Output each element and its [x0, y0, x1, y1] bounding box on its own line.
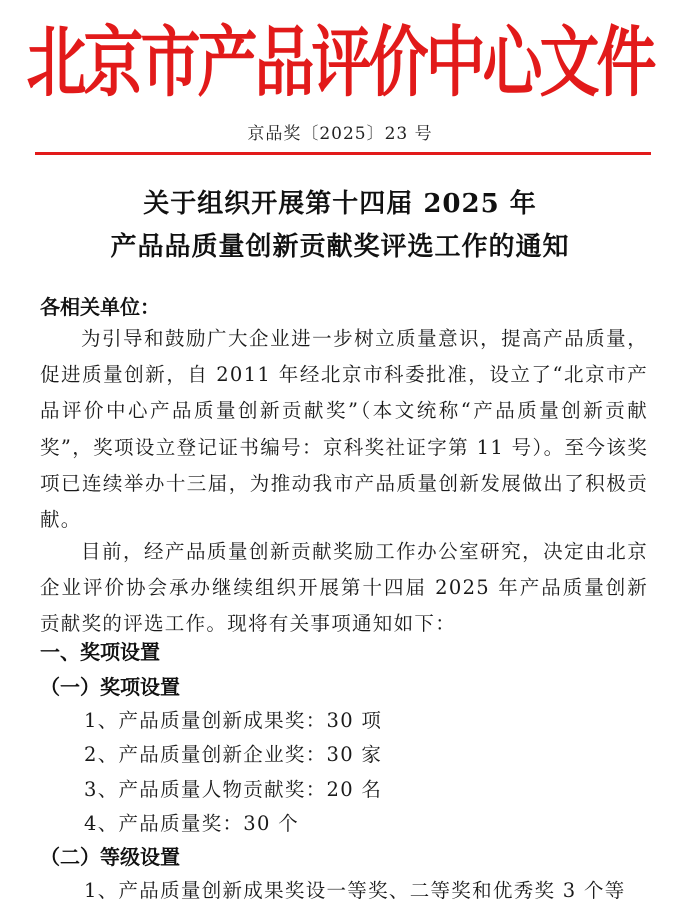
list-item: 1、产品质量创新成果奖：30 项 [84, 709, 383, 732]
subsection-heading-grade-setup: （二）等级设置 [40, 845, 180, 869]
list-item: 3、产品质量人物贡献奖：20 名 [84, 778, 383, 801]
document-number: 京品奖〔2025〕23 号 [247, 124, 433, 144]
body-paragraph-2: 目前，经产品质量创新贡献奖励工作办公室研究，决定由北京企业评价协会承办继续组织开展第十四届 2025 年产品质量创新贡献奖的评选工作。现将有关事项通知如下： [40, 540, 648, 636]
notice-title-line-1: 关于组织开展第十四届 2025 年 [143, 189, 537, 219]
salutation: 各相关单位： [40, 295, 160, 319]
masthead-title: 北京市产品评价中心文件 [26, 18, 654, 109]
list-item: 2、产品质量创新企业奖：30 家 [84, 743, 383, 766]
notice-title-line-2: 产品品质量创新贡献奖评选工作的通知 [110, 232, 570, 262]
section-heading-awards: 一、奖项设置 [40, 640, 160, 664]
list-item: 4、产品质量奖：30 个 [84, 812, 300, 835]
subsection-heading-award-setup: （一）奖项设置 [40, 675, 180, 699]
body-paragraph-1: 为引导和鼓励广大企业进一步树立质量意识，提高产品质量，促进质量创新，自 2011 年经北京市科委批准，设立了“北京市产品评价中心产品质量创新贡献奖”（本文统称“产品质量创新贡献奖”，奖项设立登记证书编号：京科奖社证字第 11 号）。至今该奖项已连续举办十三届，为推动我市产品质量创新发展做出了积极贡献。 [40, 327, 648, 532]
list-item: 1、产品质量创新成果奖设一等奖、二等奖和优秀奖 3 个等 [84, 879, 626, 902]
red-divider-line [35, 152, 651, 155]
